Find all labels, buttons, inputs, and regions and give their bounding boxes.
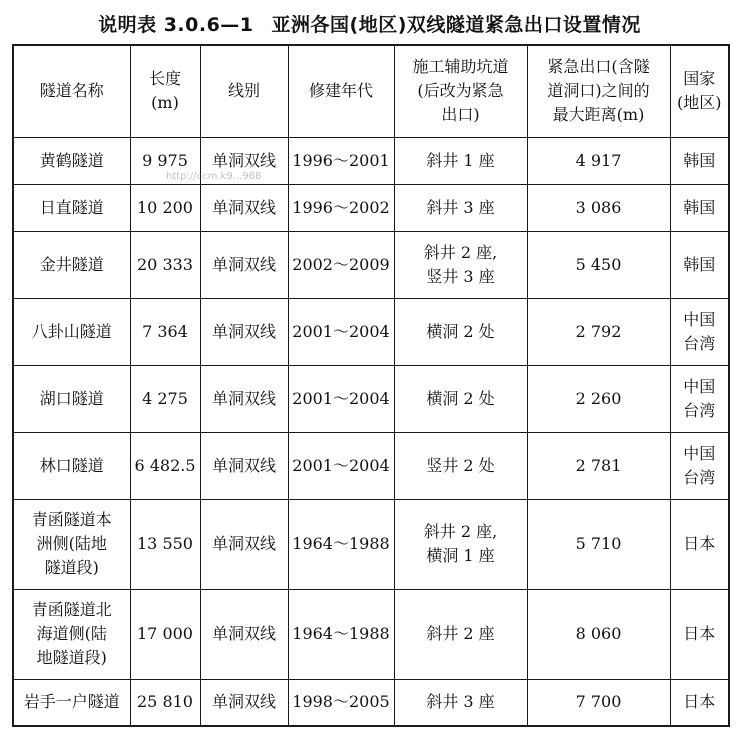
header-aux-adit: 施工辅助坑道 (后改为紧急 出口) [394,45,527,137]
cell-country: 韩国 [670,184,729,231]
cell-country: 中国 台湾 [670,432,729,499]
table-row [13,298,729,365]
cell-aux: 斜井 2 座, 横洞 1 座 [394,499,527,589]
cell-line: 单洞双线 [200,231,288,298]
cell-line: 单洞双线 [200,499,288,589]
cell-years: 1964～1988 [288,499,394,589]
table-row [13,365,729,432]
table-caption: 亚洲各国(地区)双线隧道紧急出口设置情况 [271,14,641,36]
cell-aux: 斜井 2 座, 竖井 3 座 [394,231,527,298]
header-tunnel-name: 隧道名称 [13,45,130,137]
cell-aux: 斜井 1 座 [394,137,527,184]
header-line-type: 线别 [200,45,288,137]
cell-line: 单洞双线 [200,432,288,499]
cell-name: 青函隧道北 海道侧(陆 地隧道段) [13,589,130,679]
cell-name: 岩手一户隧道 [13,679,130,726]
cell-dist: 2 781 [527,432,670,499]
cell-line: 单洞双线 [200,184,288,231]
cell-length: 13 550 [130,499,200,589]
cell-dist: 4 917 [527,137,670,184]
cell-dist: 5 450 [527,231,670,298]
header-country: 国家 (地区) [670,45,729,137]
cell-years: 2001～2004 [288,298,394,365]
cell-country: 中国 台湾 [670,298,729,365]
table-row [13,137,729,184]
cell-line: 单洞双线 [200,365,288,432]
cell-length: 4 275 [130,365,200,432]
cell-name: 青函隧道本 洲侧(陆地 隧道段) [13,499,130,589]
cell-country: 日本 [670,679,729,726]
cell-length: 20 333 [130,231,200,298]
cell-length: 6 482.5 [130,432,200,499]
cell-years: 1998～2005 [288,679,394,726]
cell-dist: 3 086 [527,184,670,231]
table-body [13,137,729,726]
cell-country: 韩国 [670,137,729,184]
cell-length: 10 200 [130,184,200,231]
cell-years: 1996～2001 [288,137,394,184]
cell-aux: 横洞 2 处 [394,365,527,432]
cell-line: 单洞双线 [200,137,288,184]
cell-length: 17 000 [130,589,200,679]
table-row [13,679,729,726]
watermark: http://ccm.k9...968 [166,171,262,182]
table-row [13,589,729,679]
cell-years: 2002～2009 [288,231,394,298]
cell-name: 日直隧道 [13,184,130,231]
header-build-years: 修建年代 [288,45,394,137]
cell-name: 湖口隧道 [13,365,130,432]
table-number: 说明表 3.0.6—1 [98,14,254,36]
cell-years: 1996～2002 [288,184,394,231]
cell-country: 日本 [670,589,729,679]
cell-name: 金井隧道 [13,231,130,298]
header-max-distance: 紧急出口(含隧 道洞口)之间的 最大距离(m) [527,45,670,137]
cell-aux: 横洞 2 处 [394,298,527,365]
cell-name: 黄鹤隧道 [13,137,130,184]
cell-dist: 5 710 [527,499,670,589]
cell-length: 7 364 [130,298,200,365]
table-row [13,231,729,298]
cell-aux: 斜井 3 座 [394,184,527,231]
cell-length: 25 810 [130,679,200,726]
table-row [13,184,729,231]
cell-line: 单洞双线 [200,589,288,679]
cell-aux: 竖井 2 处 [394,432,527,499]
cell-dist: 8 060 [527,589,670,679]
table-row [13,499,729,589]
header-length: 长度 (m) [130,45,200,137]
tunnel-table [12,44,730,727]
cell-years: 2001～2004 [288,432,394,499]
table-title [0,10,739,37]
header-row [13,45,729,137]
cell-line: 单洞双线 [200,679,288,726]
cell-country: 韩国 [670,231,729,298]
cell-length: 9 975 [130,137,200,184]
cell-years: 1964～1988 [288,589,394,679]
cell-country: 日本 [670,499,729,589]
table-row [13,432,729,499]
cell-dist: 2 792 [527,298,670,365]
cell-name: 八卦山隧道 [13,298,130,365]
cell-country: 中国 台湾 [670,365,729,432]
cell-dist: 2 260 [527,365,670,432]
cell-dist: 7 700 [527,679,670,726]
cell-line: 单洞双线 [200,298,288,365]
cell-name: 林口隧道 [13,432,130,499]
cell-aux: 斜井 3 座 [394,679,527,726]
cell-aux: 斜井 2 座 [394,589,527,679]
cell-years: 2001～2004 [288,365,394,432]
